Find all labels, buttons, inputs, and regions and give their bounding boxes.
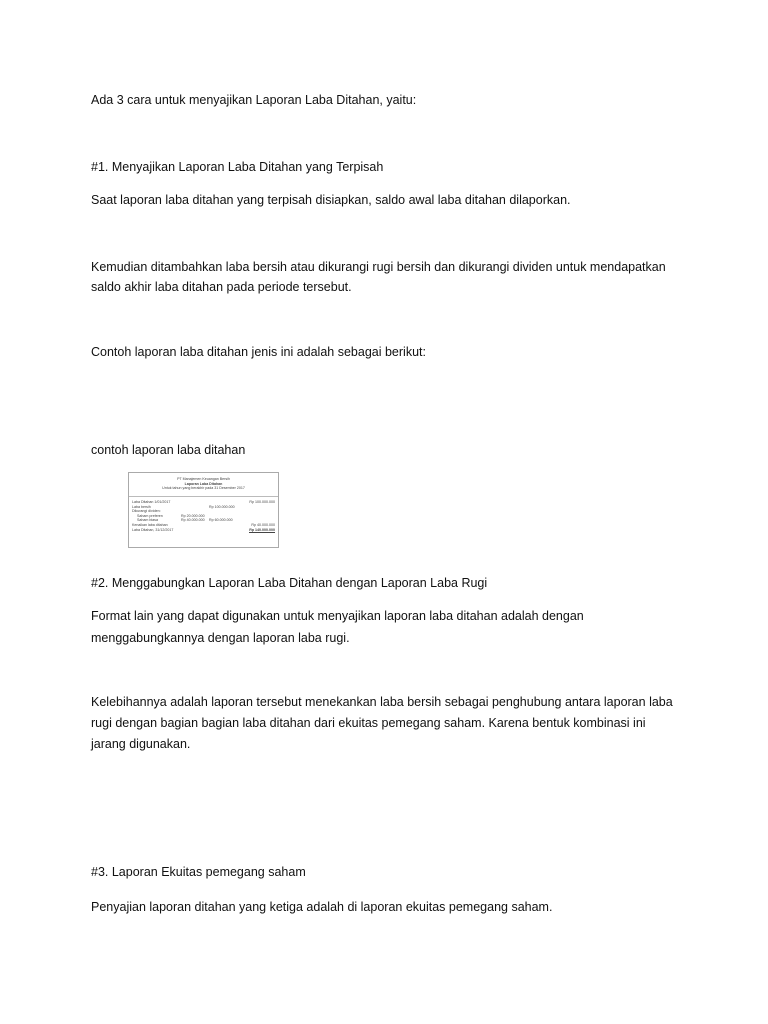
paragraph: jarang digunakan. [91, 737, 191, 751]
paragraph: menggabungkannya dengan laporan laba rugi. [91, 631, 350, 645]
figure-title: Laporan Laba Ditahan [184, 481, 223, 486]
heading-3: #3. Laporan Ekuitas pemegang saham [91, 865, 306, 879]
row-label: Saham biasa [137, 518, 158, 523]
paragraph: Contoh laporan laba ditahan jenis ini adalah sebagai berikut: [91, 345, 426, 359]
row-label: Laba Ditahan 1/01/2017 [132, 500, 171, 504]
row-value-2: Rp 100.000.000 [209, 504, 235, 509]
figure-company: PT Manajemen Keuangan Bersih [177, 477, 230, 481]
paragraph: rugi dengan bagian bagian laba ditahan dari ekuitas pemegang saham. Karena bentuk kombinasi ini [91, 716, 646, 730]
row-value-1: Rp 40.000.000 [181, 518, 205, 523]
paragraph: Saat laporan laba ditahan yang terpisah disiapkan, saldo awal laba ditahan dilaporkan. [91, 193, 571, 207]
figure-row [129, 528, 278, 533]
heading-2: #2. Menggabungkan Laporan Laba Ditahan dengan Laporan Laba Rugi [91, 576, 488, 590]
retained-earnings-statement-image [128, 472, 279, 548]
paragraph: Format lain yang dapat digunakan untuk menyajikan laporan laba ditahan adalah dengan [91, 609, 584, 623]
row-label: Kenaikan laba ditahan [132, 522, 168, 527]
intro-text: Ada 3 cara untuk menyajikan Laporan Laba Ditahan, yaitu: [91, 93, 417, 107]
row-label: Saham preferen [137, 513, 163, 518]
row-value-3: Rp 140.000.000 [249, 527, 275, 532]
paragraph: Kemudian ditambahkan laba bersih atau dikurangi rugi bersih dan dikurangi dividen untuk mendapatkan [91, 260, 666, 274]
paragraph: Kelebihannya adalah laporan tersebut menekankan laba bersih sebagai penghubung antara laporan laba [91, 695, 673, 709]
row-label: Dikurangi dividen: [132, 509, 161, 514]
row-label: Laba bersih [132, 504, 151, 509]
row-value-2: Rp 60.000.000 [209, 518, 233, 523]
figure-period: Untuk tahun yang berakhir pada 31 Desember 2017 [162, 486, 245, 490]
paragraph: saldo akhir laba ditahan pada periode tersebut. [91, 280, 352, 294]
row-value-3: Rp 100.000.000 [249, 500, 275, 504]
row-label: Laba Ditahan, 31/12/2017 [132, 527, 174, 532]
row-value-1: Rp 20.000.000 [181, 513, 205, 518]
heading-1: #1. Menyajikan Laporan Laba Ditahan yang Terpisah [91, 160, 384, 174]
paragraph: Penyajian laporan ditahan yang ketiga adalah di laporan ekuitas pemegang saham. [91, 900, 553, 914]
figure-caption: contoh laporan laba ditahan [91, 443, 246, 457]
row-value-3: Rp 40.000.000 [251, 522, 275, 527]
